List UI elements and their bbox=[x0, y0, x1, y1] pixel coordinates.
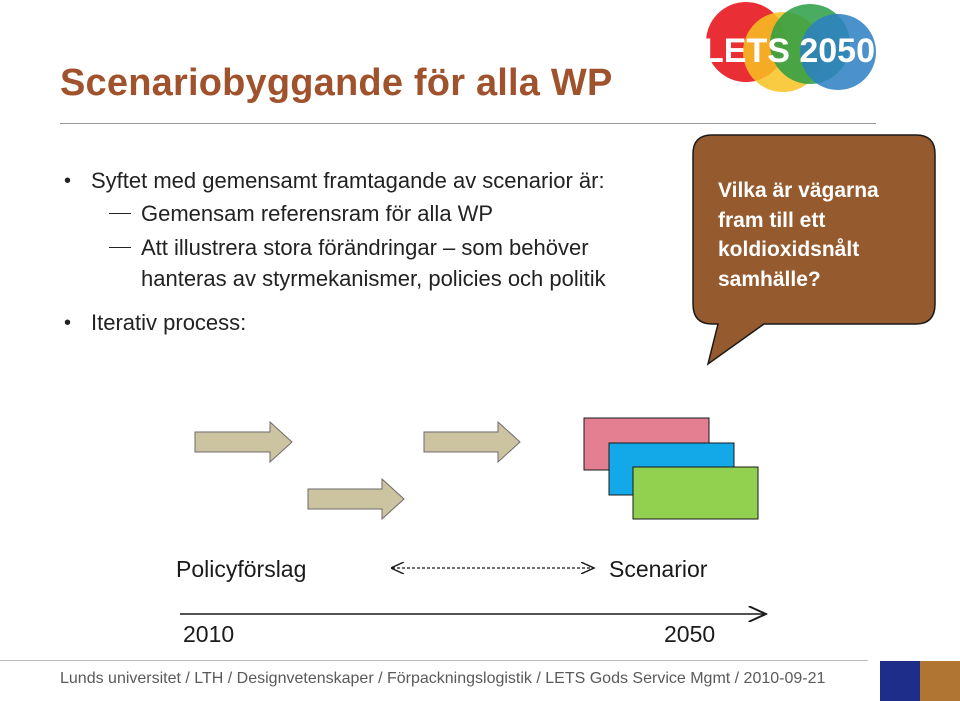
sub-bullet-text: Gemensam referensram för alla WP bbox=[141, 201, 494, 226]
logo-text: LETS 2050 bbox=[703, 32, 875, 70]
bullet-iterative-text: Iterativ process: bbox=[91, 310, 247, 335]
footer-blue-square bbox=[880, 661, 920, 701]
process-arrow-1 bbox=[195, 422, 292, 462]
bullet-dot: • bbox=[64, 312, 72, 334]
footer-brown-square bbox=[920, 661, 960, 701]
year-start-label: 2010 bbox=[183, 621, 235, 647]
process-arrow-2 bbox=[424, 422, 520, 462]
scenario-label: Scenarior bbox=[609, 556, 708, 582]
policy-label: Policyförslag bbox=[176, 556, 307, 582]
sub-bullet-text-line-2: hanteras av styrmekanismer, policies och politik bbox=[141, 266, 606, 291]
bullet-dot: • bbox=[64, 170, 72, 192]
slide-title: Scenariobyggande för alla WP bbox=[60, 62, 613, 104]
process-arrow-3 bbox=[308, 479, 404, 519]
callout-line-4: samhälle? bbox=[718, 267, 821, 291]
year-end-label: 2050 bbox=[664, 621, 716, 647]
callout-line-2: fram till ett bbox=[718, 208, 826, 232]
footer-text: Lunds universitet / LTH / Designvetenskaper / Förpackningslogistik / LETS Gods Service Mgmt / 2010-09-21 bbox=[60, 670, 826, 687]
callout-line-3: koldioxidsnålt bbox=[718, 238, 860, 261]
callout-line-1: Vilka är vägarna bbox=[718, 179, 879, 202]
scenario-box-green bbox=[633, 467, 758, 519]
footer-divider bbox=[0, 660, 868, 661]
bullet-purpose-text: Syftet med gemensamt framtagande av scenarior är: bbox=[91, 168, 605, 193]
sub-bullet-text-line-1: Att illustrera stora förändringar – som behöver bbox=[141, 235, 589, 260]
